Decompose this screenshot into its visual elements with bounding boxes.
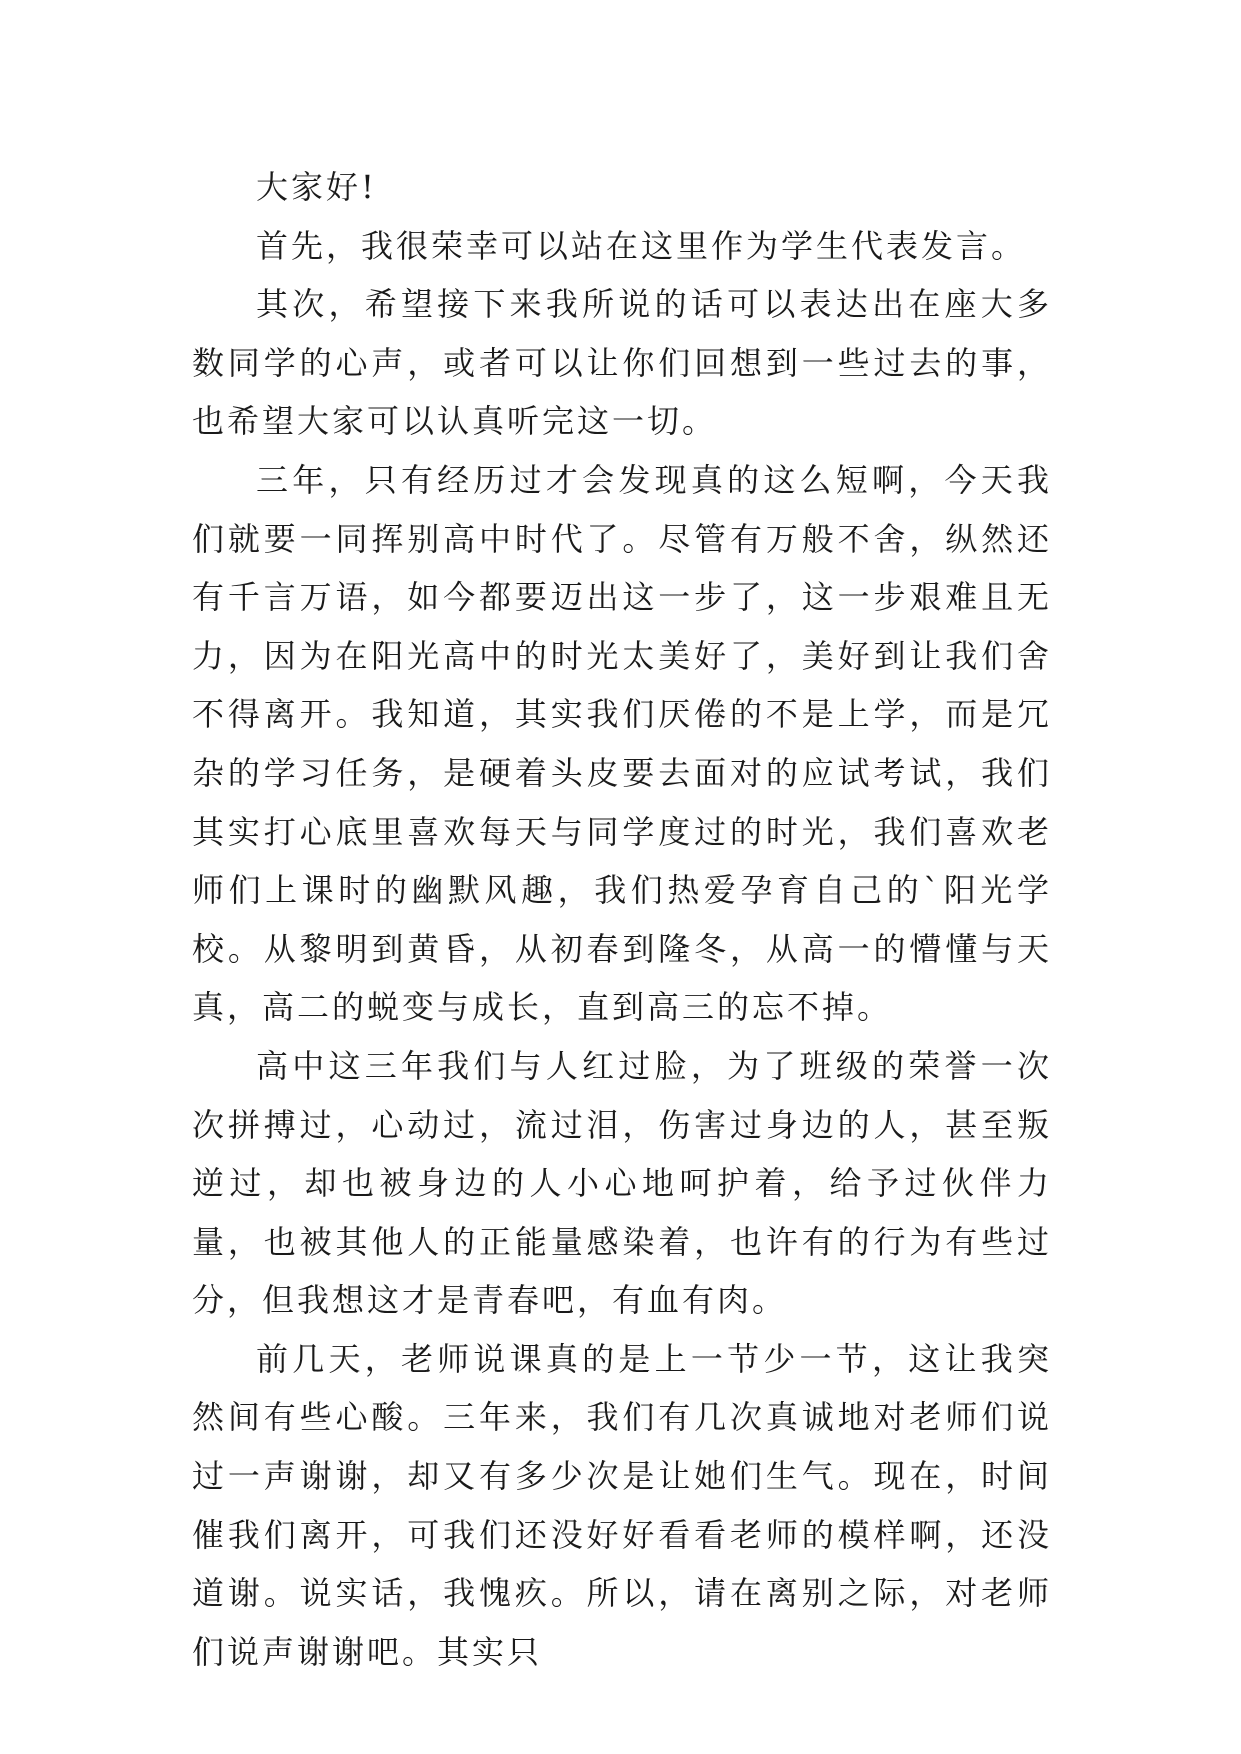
document-body — [192, 158, 1052, 1681]
paragraph-three-years: 三年，只有经历过才会发现真的这么短啊，今天我们就要一同挥别高中时代了。尽管有万般不舍，纵然还有千言万语，如今都要迈出这一步了，这一步艰难且无力，因为在阳光高中的时光太美好了，美好到让我们舍不得离开。我知道，其实我们厌倦的不是上学，而是冗杂的学习任务，是硬着头皮要去面对的应试考试，我们其实打心底里喜欢每天与同学度过的时光，我们喜欢老师们上课时的幽默风趣，我们热爱孕育自己的`阳光学校。从黎明到黄昏，从初春到隆冬，从高一的懵懂与天真，高二的蜕变与成长，直到高三的忘不掉。 — [192, 460, 1052, 1027]
paragraph-greeting: 大家好! — [256, 168, 377, 206]
paragraph-high-school: 高中这三年我们与人红过脸，为了班级的荣誉一次次拼搏过，心动过，流过泪，伤害过身边的人，甚至叛逆过，却也被身边的人小心地呵护着，给予过伙伴力量，也被其他人的正能量感染着，也许有的行为有些过分，但我想这才是青春吧，有血有肉。 — [192, 1046, 1052, 1320]
paragraph-first: 首先，我很荣幸可以站在这里作为学生代表发言。 — [256, 226, 1027, 265]
paragraph-teachers: 前几天，老师说课真的是上一节少一节，这让我突然间有些心酸。三年来，我们有几次真诚地对老师们说过一声谢谢，却又有多少次是让她们生气。现在，时间催我们离开，可我们还没好好看看老师的模样啊，还没道谢。说实话，我愧疚。所以，请在离别之际，对老师们说声谢谢吧。其实只 — [192, 1339, 1052, 1671]
paragraph-second: 其次，希望接下来我所说的话可以表达出在座大多数同学的心声，或者可以让你们回想到一些过去的事，也希望大家可以认真听完这一切。 — [192, 285, 1052, 441]
